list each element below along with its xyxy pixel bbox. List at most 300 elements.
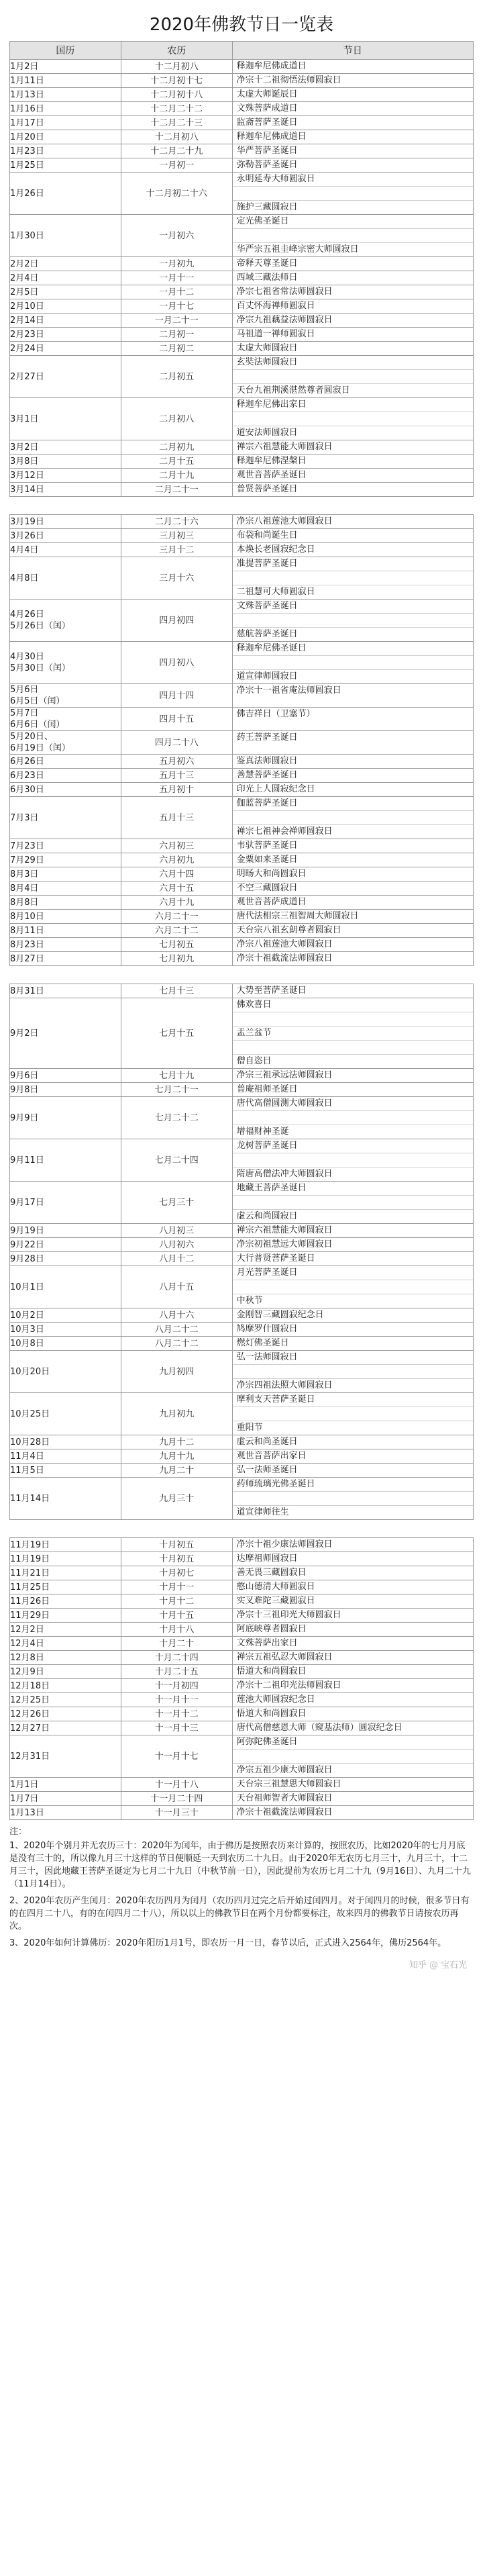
festival-name: 僧自恣日 (236, 1056, 272, 1066)
festival-name: 天台宗三祖慧思大师圆寂日 (236, 1779, 341, 1789)
festival-cell (232, 440, 473, 455)
table-row (10, 600, 474, 642)
lunar-date-cell: 十月初七 (121, 1566, 232, 1580)
festival-name: 释迦牟尼佛出家日 (233, 398, 473, 412)
festival-cell (232, 984, 473, 998)
table-row (10, 952, 474, 966)
table-row (10, 1435, 474, 1449)
festival-cell (232, 731, 473, 755)
festival-cell (232, 557, 473, 600)
lunar-date-cell: 六月初九 (121, 853, 232, 867)
table-row (10, 1693, 474, 1707)
festival-name: 摩利支天菩萨圣诞日 (233, 1393, 473, 1407)
gregorian-date-cell: 1月26日 (10, 173, 121, 215)
table-row (10, 1679, 474, 1693)
table-row (10, 257, 474, 271)
lunar-date-cell: 七月二十四 (121, 1139, 232, 1182)
festival-cell (232, 1182, 473, 1224)
festival-cell (232, 1707, 473, 1721)
festival-name (233, 370, 473, 384)
lunar-date-cell: 六月十九 (121, 896, 232, 910)
festival-name: 释迦牟尼佛成道日 (236, 132, 307, 142)
festival-cell (232, 1665, 473, 1679)
lunar-date-cell: 二月二十六 (121, 515, 232, 529)
festival-name: 唐代法相宗三祖智周大师圆寂日 (236, 911, 359, 921)
gregorian-date-cell: 3月19日 (10, 515, 121, 529)
festival-name: 道宣律师往生 (236, 1507, 289, 1517)
festival-name: 金粟如来圣诞日 (236, 855, 298, 865)
table-row (10, 1182, 474, 1224)
festival-cell (232, 1323, 473, 1337)
table-row (10, 1637, 474, 1651)
table-row (10, 398, 474, 440)
table-row (10, 1069, 474, 1083)
festival-name: 阿弥陀佛圣诞日 (233, 1735, 473, 1750)
festival-cell (232, 769, 473, 783)
lunar-date-cell: 四月初四 (121, 600, 232, 642)
festival-name: 文殊菩萨圣诞日 (233, 600, 473, 614)
table-row (10, 1721, 474, 1735)
table-row (10, 1552, 474, 1566)
lunar-date-cell: 六月二十一 (121, 910, 232, 924)
table-row (10, 144, 474, 158)
festival-cell (232, 88, 473, 102)
table-row (10, 1778, 474, 1792)
lunar-date-cell: 一月初九 (121, 257, 232, 271)
festival-name: 太虚大师诞辰日 (236, 89, 298, 99)
table-row (10, 314, 474, 328)
table-row (10, 1083, 474, 1097)
festival-name: 善无畏三藏圆寂日 (236, 1568, 307, 1578)
festival-name: 明旸大和尚圆寂日 (236, 869, 307, 879)
gregorian-date-cell: 2月14日 (10, 314, 121, 328)
festival-cell (232, 1351, 473, 1393)
gregorian-date-cell: 5月7日 6月6日（闰） (10, 708, 121, 731)
gregorian-date-cell: 12月27日 (10, 1721, 121, 1735)
gregorian-date-cell: 8月3日 (10, 867, 121, 881)
festival-cell (232, 1594, 473, 1609)
festival-cell (232, 455, 473, 469)
table-row (10, 557, 474, 600)
gregorian-date-cell: 11月25日 (10, 1580, 121, 1594)
festival-name: 文殊菩萨出家日 (236, 1638, 298, 1648)
festival-name: 中秋节 (236, 1296, 263, 1306)
table-row (10, 116, 474, 130)
gregorian-date-cell: 12月25日 (10, 1693, 121, 1707)
festival-name: 二祖慧可大师圆寂日 (236, 587, 315, 597)
festival-name: 阿底峡尊者圆寂日 (236, 1624, 307, 1634)
table-row (10, 483, 474, 497)
gregorian-date-cell: 9月6日 (10, 1069, 121, 1083)
festival-name: 增福财神圣诞 (236, 1127, 289, 1137)
festival-cell (232, 1266, 473, 1308)
festival-cell (232, 1083, 473, 1097)
festival-cell (232, 684, 473, 708)
table-row (10, 1478, 474, 1520)
festival-cell (232, 1566, 473, 1580)
gregorian-date-cell: 8月8日 (10, 896, 121, 910)
lunar-date-cell: 七月二十一 (121, 1083, 232, 1097)
festival-cell (232, 116, 473, 130)
lunar-date-cell: 八月二十二 (121, 1337, 232, 1351)
festival-cell (232, 896, 473, 910)
lunar-date-cell: 十一月十三 (121, 1721, 232, 1735)
gregorian-date-cell: 11月29日 (10, 1609, 121, 1623)
festival-name (233, 412, 473, 426)
lunar-date-cell: 十二月初十七 (121, 74, 232, 88)
table-row (10, 1792, 474, 1806)
festival-cell (232, 1538, 473, 1552)
gregorian-date-cell: 11月5日 (10, 1464, 121, 1478)
lunar-date-cell: 五月十三 (121, 797, 232, 839)
lunar-date-cell: 十二月初八 (121, 60, 232, 74)
table-header-row (10, 42, 474, 60)
festival-name: 实叉难陀三藏圆寂日 (236, 1596, 315, 1606)
gregorian-date-cell: 11月19日 (10, 1552, 121, 1566)
festival-cell (232, 299, 473, 314)
table-row (10, 60, 474, 74)
lunar-date-cell: 三月十六 (121, 557, 232, 600)
table-row (10, 440, 474, 455)
festival-cell (232, 1393, 473, 1435)
gregorian-date-cell: 8月27日 (10, 952, 121, 966)
gregorian-date-cell: 2月24日 (10, 342, 121, 356)
gregorian-date-cell: 6月23日 (10, 769, 121, 783)
festival-name (233, 1012, 473, 1027)
festival-name: 禅宗六祖慧能大师圆寂日 (236, 1225, 333, 1235)
lunar-date-cell: 九月二十 (121, 1464, 232, 1478)
festival-name (233, 1407, 473, 1421)
table-row (10, 1651, 474, 1665)
festival-table (9, 514, 474, 966)
festival-name: 净宗十祖截流法师圆寂日 (236, 1807, 333, 1817)
festival-name: 净宗十三祖印光大师圆寂日 (236, 1610, 341, 1620)
festival-name: 善慧菩萨圣诞日 (236, 770, 298, 780)
festival-cell (232, 314, 473, 328)
table-row (10, 1224, 474, 1238)
festival-cell (232, 328, 473, 342)
table-row (10, 88, 474, 102)
festival-cell (232, 1464, 473, 1478)
gregorian-date-cell: 8月31日 (10, 984, 121, 998)
table-row (10, 342, 474, 356)
table-row (10, 1735, 474, 1778)
page-title: 2020年佛教节日一览表 (149, 15, 334, 35)
festival-cell (232, 173, 473, 215)
festival-name: 天台九祖荆溪湛然尊者圆寂日 (236, 385, 350, 395)
festival-name: 观世音菩萨圣诞日 (236, 470, 307, 480)
festival-name: 大行普贤菩萨圣诞日 (236, 1253, 315, 1263)
festival-cell (232, 515, 473, 529)
lunar-date-cell: 十月十一 (121, 1580, 232, 1594)
table-row (10, 881, 474, 896)
gregorian-date-cell: 12月9日 (10, 1665, 121, 1679)
festival-cell (232, 924, 473, 938)
festival-name: 印光上人圆寂纪念日 (236, 784, 315, 794)
gregorian-date-cell: 10月3日 (10, 1323, 121, 1337)
festival-name: 净宗八祖莲池大师圆寂日 (236, 939, 333, 949)
gregorian-date-cell: 2月10日 (10, 299, 121, 314)
lunar-date-cell: 二月初五 (121, 356, 232, 398)
lunar-date-cell: 七月三十 (121, 1182, 232, 1224)
gregorian-date-cell: 1月17日 (10, 116, 121, 130)
table-row (10, 529, 474, 543)
festival-cell (232, 398, 473, 440)
gregorian-date-cell: 9月17日 (10, 1182, 121, 1224)
festival-name: 监斋菩萨圣诞日 (236, 117, 298, 128)
lunar-date-cell: 十月十五 (121, 1609, 232, 1623)
gregorian-date-cell: 5月20日、 6月19日（闰） (10, 731, 121, 755)
gregorian-date-cell: 12月4日 (10, 1637, 121, 1651)
table-row (10, 731, 474, 755)
festival-name (233, 656, 473, 670)
lunar-date-cell: 六月十五 (121, 881, 232, 896)
lunar-date-cell: 十月十八 (121, 1623, 232, 1637)
lunar-date-cell: 九月初九 (121, 1393, 232, 1435)
festival-cell (232, 998, 473, 1069)
festival-name: 释迦牟尼佛圣诞日 (233, 642, 473, 656)
lunar-date-cell: 十一月十八 (121, 1778, 232, 1792)
table-row (10, 271, 474, 285)
lunar-date-cell: 五月十三 (121, 769, 232, 783)
gregorian-date-cell: 9月19日 (10, 1224, 121, 1238)
column-header-gregorian: 国历 (10, 42, 121, 60)
lunar-date-cell: 一月十二 (121, 285, 232, 299)
festival-cell (232, 881, 473, 896)
lunar-date-cell: 二月初九 (121, 440, 232, 455)
festival-name: 燃灯佛圣诞日 (236, 1338, 289, 1348)
table-row (10, 1580, 474, 1594)
gregorian-date-cell: 5月6日 6月5日（闰） (10, 684, 121, 708)
festival-cell (232, 853, 473, 867)
festival-name: 西域三藏法师日 (236, 273, 298, 283)
gregorian-date-cell: 3月14日 (10, 483, 121, 497)
festival-name: 虚云和尚圆寂日 (236, 1211, 298, 1221)
gregorian-date-cell: 4月4日 (10, 543, 121, 557)
table-row (10, 839, 474, 853)
festival-name: 净宗九祖藕益法师圆寂日 (236, 315, 333, 325)
gregorian-date-cell: 9月2日 (10, 998, 121, 1069)
festival-cell (232, 1478, 473, 1520)
festival-name: 鉴真法师圆寂日 (236, 756, 298, 766)
festival-cell (232, 1449, 473, 1464)
section-gap (9, 1520, 474, 1537)
festival-cell (232, 1435, 473, 1449)
festival-name: 释迦牟尼佛涅槃日 (236, 456, 307, 466)
lunar-date-cell: 八月十六 (121, 1308, 232, 1323)
table-row (10, 1449, 474, 1464)
lunar-date-cell: 十月十二 (121, 1594, 232, 1609)
gregorian-date-cell: 7月3日 (10, 797, 121, 839)
watermark (9, 1954, 474, 1970)
festival-cell (232, 1778, 473, 1792)
festival-name: 观世音菩萨成道日 (236, 897, 307, 907)
festival-name: 鸠摩罗什圆寂日 (236, 1324, 298, 1334)
lunar-date-cell: 十月初五 (121, 1538, 232, 1552)
festival-cell (232, 285, 473, 299)
lunar-date-cell: 四月十四 (121, 684, 232, 708)
festival-name: 悟道大和尚圆寂日 (236, 1709, 307, 1719)
festival-name (233, 1492, 473, 1506)
column-header-lunar: 农历 (121, 42, 232, 60)
watermark-author: 宝石光 (440, 1960, 467, 1970)
table-row (10, 783, 474, 797)
gregorian-date-cell: 11月26日 (10, 1594, 121, 1609)
festival-cell (232, 797, 473, 839)
lunar-date-cell: 十一月初四 (121, 1679, 232, 1693)
gregorian-date-cell: 11月14日 (10, 1478, 121, 1520)
lunar-date-cell: 七月十三 (121, 984, 232, 998)
festival-cell (232, 342, 473, 356)
gregorian-date-cell: 2月4日 (10, 271, 121, 285)
festival-name: 准提菩萨圣诞日 (233, 557, 473, 571)
lunar-date-cell: 十月二十四 (121, 1651, 232, 1665)
table-row (10, 1464, 474, 1478)
festival-cell (232, 1552, 473, 1566)
table-row (10, 158, 474, 173)
gregorian-date-cell: 12月31日 (10, 1735, 121, 1778)
table-row (10, 1566, 474, 1580)
festival-name (233, 1153, 473, 1167)
table-row (10, 1665, 474, 1679)
festival-cell (232, 1580, 473, 1594)
festival-cell (232, 1069, 473, 1083)
festival-name: 虚云和尚圣诞日 (236, 1437, 298, 1447)
festival-name: 佛吉祥日（卫塞节） (236, 709, 315, 719)
table-row (10, 1393, 474, 1435)
gregorian-date-cell: 7月23日 (10, 839, 121, 853)
festival-name: 净宗十祖截流法师圆寂日 (236, 953, 333, 963)
gregorian-date-cell: 9月9日 (10, 1097, 121, 1139)
festival-name: 道安法师圆寂日 (236, 428, 298, 438)
festival-cell (232, 1252, 473, 1266)
festival-cell (232, 1806, 473, 1820)
lunar-date-cell: 三月十二 (121, 543, 232, 557)
festival-name: 净宗十祖少康法师圆寂日 (236, 1539, 333, 1549)
table-row (10, 543, 474, 557)
lunar-date-cell: 十二月二十二 (121, 102, 232, 116)
festival-name: 韦驮菩萨圣诞日 (236, 841, 298, 851)
festival-cell (232, 215, 473, 257)
table-row (10, 455, 474, 469)
gregorian-date-cell: 10月28日 (10, 1435, 121, 1449)
festival-cell (232, 483, 473, 497)
lunar-date-cell: 九月十九 (121, 1449, 232, 1464)
lunar-date-cell: 十一月十七 (121, 1735, 232, 1778)
table-row (10, 130, 474, 144)
lunar-date-cell: 十二月初八 (121, 130, 232, 144)
lunar-date-cell: 二月十五 (121, 455, 232, 469)
lunar-date-cell: 八月初三 (121, 1224, 232, 1238)
table-row (10, 1806, 474, 1820)
gregorian-date-cell: 12月2日 (10, 1623, 121, 1637)
festival-cell (232, 910, 473, 924)
festival-name (233, 229, 473, 243)
table-row (10, 515, 474, 529)
gregorian-date-cell: 10月20日 (10, 1351, 121, 1393)
lunar-date-cell: 五月初六 (121, 755, 232, 769)
lunar-date-cell: 十二月二十九 (121, 144, 232, 158)
festival-cell (232, 1721, 473, 1735)
festival-cell (232, 60, 473, 74)
table-row (10, 938, 474, 952)
table-row (10, 469, 474, 483)
festival-name (233, 187, 473, 201)
festival-name: 净宗七祖省常法师圆寂日 (236, 287, 333, 297)
lunar-date-cell: 六月十四 (121, 867, 232, 881)
festival-name: 盂兰盆节 (233, 1027, 473, 1041)
festival-name: 太虚大师圆寂日 (236, 343, 298, 353)
lunar-date-cell: 七月初五 (121, 938, 232, 952)
table-row (10, 173, 474, 215)
gregorian-date-cell: 4月8日 (10, 557, 121, 600)
table-row (10, 984, 474, 998)
lunar-date-cell: 一月初一 (121, 158, 232, 173)
lunar-date-cell: 六月初三 (121, 839, 232, 853)
lunar-date-cell: 二月初二 (121, 342, 232, 356)
lunar-date-cell: 十一月十一 (121, 1693, 232, 1707)
gregorian-date-cell: 12月18日 (10, 1679, 121, 1693)
festival-name: 达摩祖师圆寂日 (236, 1554, 298, 1564)
festival-cell (232, 867, 473, 881)
table-row (10, 769, 474, 783)
festival-cell (232, 1609, 473, 1623)
gregorian-date-cell: 2月23日 (10, 328, 121, 342)
gregorian-date-cell: 1月30日 (10, 215, 121, 257)
festival-name: 布袋和尚诞生日 (236, 530, 298, 540)
lunar-date-cell: 十一月三十 (121, 1806, 232, 1820)
festival-name: 隋唐高僧法冲大师圆寂日 (236, 1169, 333, 1179)
festival-name: 释迦牟尼佛成道日 (236, 61, 307, 71)
festival-name: 定光佛圣诞日 (233, 215, 473, 229)
festival-name: 普庵祖师圣诞日 (236, 1084, 298, 1094)
festival-name: 禅宗六祖慧能大师圆寂日 (236, 442, 333, 452)
festival-name: 净宗四祖法照大师圆寂日 (236, 1380, 333, 1390)
gregorian-date-cell: 9月8日 (10, 1083, 121, 1097)
festival-name: 净宗十一祖省庵法师圆寂日 (236, 685, 341, 696)
table-row (10, 1538, 474, 1552)
table-row (10, 1337, 474, 1351)
festival-table (9, 41, 474, 497)
festival-cell (232, 952, 473, 966)
festival-name: 净宗十二祖彻悟法师圆寂日 (236, 75, 341, 85)
column-header-festival: 节日 (232, 42, 473, 60)
table-row (10, 1609, 474, 1623)
note-item-3: 3、2020年如何计算佛历：2020年阳历1月1号，即农历一月一日，春节以后，正式进入2564年，佛历2564年。 (9, 1938, 447, 1948)
lunar-date-cell: 四月十五 (121, 708, 232, 731)
gregorian-date-cell: 9月28日 (10, 1252, 121, 1266)
festival-cell (232, 1792, 473, 1806)
lunar-date-cell: 十二月二十三 (121, 116, 232, 130)
festival-name: 华严宗五祖圭峰宗密大师圆寂日 (236, 244, 359, 254)
gregorian-date-cell: 6月26日 (10, 755, 121, 769)
festival-cell (232, 469, 473, 483)
table-row (10, 1707, 474, 1721)
table-row (10, 867, 474, 881)
festival-cell (232, 130, 473, 144)
festival-name (233, 811, 473, 825)
table-row (10, 74, 474, 88)
festival-name: 大势至菩萨圣诞日 (236, 986, 307, 996)
festival-cell (232, 1224, 473, 1238)
section-gap (9, 966, 474, 984)
table-row (10, 797, 474, 839)
gregorian-date-cell: 1月1日 (10, 1778, 121, 1792)
festival-name: 唐代高僧慈恩大师（窥基法师）圆寂纪念日 (236, 1723, 402, 1733)
lunar-date-cell: 七月初九 (121, 952, 232, 966)
festival-cell (232, 158, 473, 173)
lunar-date-cell: 九月三十 (121, 1478, 232, 1520)
